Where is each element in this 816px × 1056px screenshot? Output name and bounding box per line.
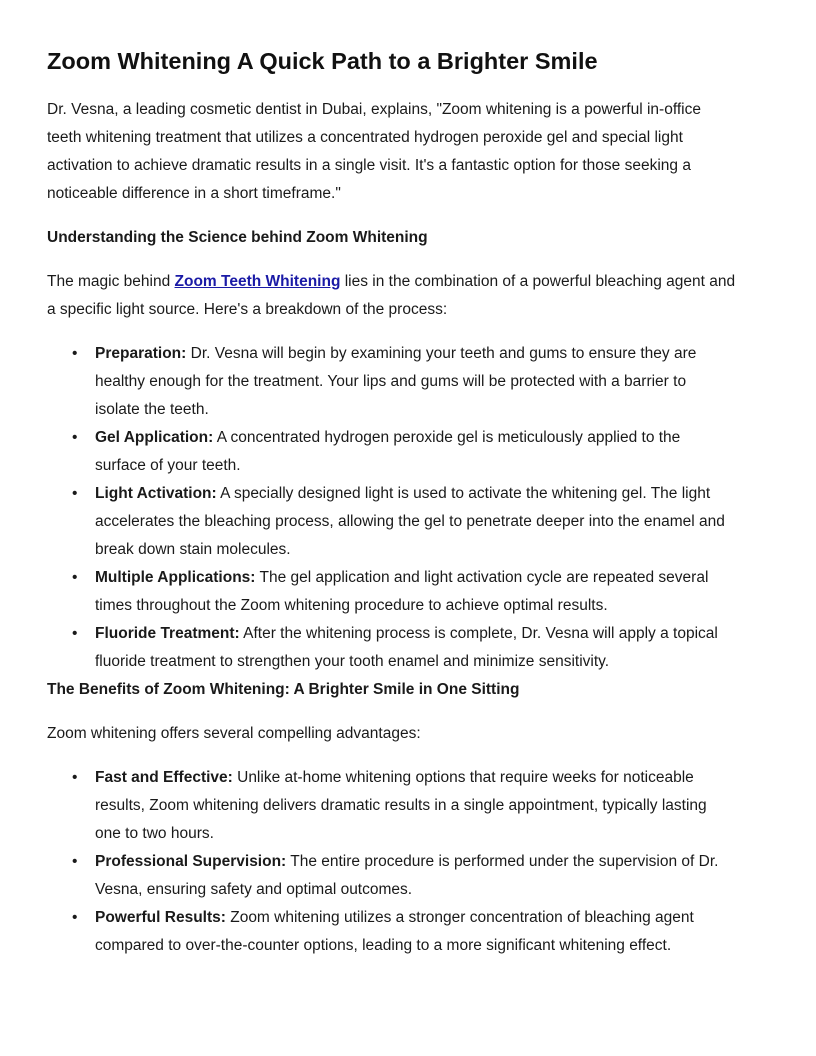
step-label: Light Activation:: [95, 485, 217, 502]
list-item: [0, 848, 727, 904]
benefit-label: Fast and Effective:: [95, 769, 233, 786]
bullet-icon: •: [72, 853, 78, 870]
benefits-intro: Zoom whitening offers several compelling advantages:: [47, 725, 421, 742]
step-label: Gel Application:: [95, 429, 214, 446]
benefit-label: Professional Supervision:: [95, 853, 287, 870]
benefit-label: Powerful Results:: [95, 909, 226, 926]
benefit-text: Zoom whitening utilizes a stronger concentration of bleaching agent compared to over-the-counter options, leading to a more significant whitening effect.: [95, 909, 694, 954]
bullet-icon: •: [72, 909, 78, 926]
list-item: [0, 480, 727, 564]
list-item: [0, 340, 727, 424]
bullet-icon: •: [72, 485, 78, 502]
page-title: Zoom Whitening A Quick Path to a Brighter Smile: [47, 48, 598, 74]
list-item: [0, 620, 727, 676]
list-item: [0, 424, 727, 480]
science-heading: Understanding the Science behind Zoom Whitening: [47, 229, 428, 246]
step-text: A specially designed light is used to activate the whitening gel. The light accelerates the bleaching process, allowing the gel to penetrate deeper into the enamel and break down stain molecules.: [95, 485, 725, 558]
list-item: [0, 904, 727, 960]
benefit-text: Unlike at-home whitening options that require weeks for noticeable results, Zoom whitening delivers dramatic results in a single appointment, typically lasting one to two hours.: [95, 769, 707, 842]
bullet-icon: •: [72, 345, 78, 362]
benefits-heading: The Benefits of Zoom Whitening: A Brighter Smile in One Sitting: [47, 681, 520, 698]
step-text: Dr. Vesna will begin by examining your teeth and gums to ensure they are healthy enough for the treatment. Your lips and gums will be protected with a barrier to isolate the teeth.: [95, 345, 697, 418]
list-item: [0, 564, 727, 620]
benefits-list: [0, 764, 816, 960]
step-label: Fluoride Treatment:: [95, 625, 240, 642]
benefit-text: The entire procedure is performed under the supervision of Dr. Vesna, ensuring safety and optimal outcomes.: [95, 853, 719, 898]
step-text: A concentrated hydrogen peroxide gel is meticulously applied to the surface of your teeth.: [95, 429, 681, 474]
intro-paragraph: Dr. Vesna, a leading cosmetic dentist in Dubai, explains, "Zoom whitening is a powerful in-office teeth whitening treatment that utilizes a concentrated hydrogen peroxide gel and special light activation to achieve dramatic results in a single visit. It's a fantastic option for those seeking a noticeable difference in a short timeframe.": [47, 101, 701, 202]
zoom-teeth-whitening-link[interactable]: Zoom Teeth Whitening: [174, 273, 341, 290]
bullet-icon: •: [72, 569, 78, 586]
list-item: [0, 764, 727, 848]
bullet-icon: •: [72, 769, 78, 786]
process-steps-list: [0, 340, 816, 676]
step-text: The gel application and light activation cycle are repeated several times throughout the Zoom whitening procedure to achieve optimal results.: [95, 569, 709, 614]
science-paragraph: [47, 268, 737, 324]
bullet-icon: •: [72, 625, 78, 642]
bullet-icon: •: [72, 429, 78, 446]
science-text-before-link: The magic behind: [47, 273, 175, 290]
science-text-after-link: lies in the combination of a powerful bleaching agent and a specific light source. Here's a breakdown of the process:: [47, 273, 736, 318]
step-label: Preparation:: [95, 345, 187, 362]
step-text: After the whitening process is complete, Dr. Vesna will apply a topical fluoride treatment to strengthen your tooth enamel and minimize sensitivity.: [95, 625, 718, 670]
step-label: Multiple Applications:: [95, 569, 256, 586]
